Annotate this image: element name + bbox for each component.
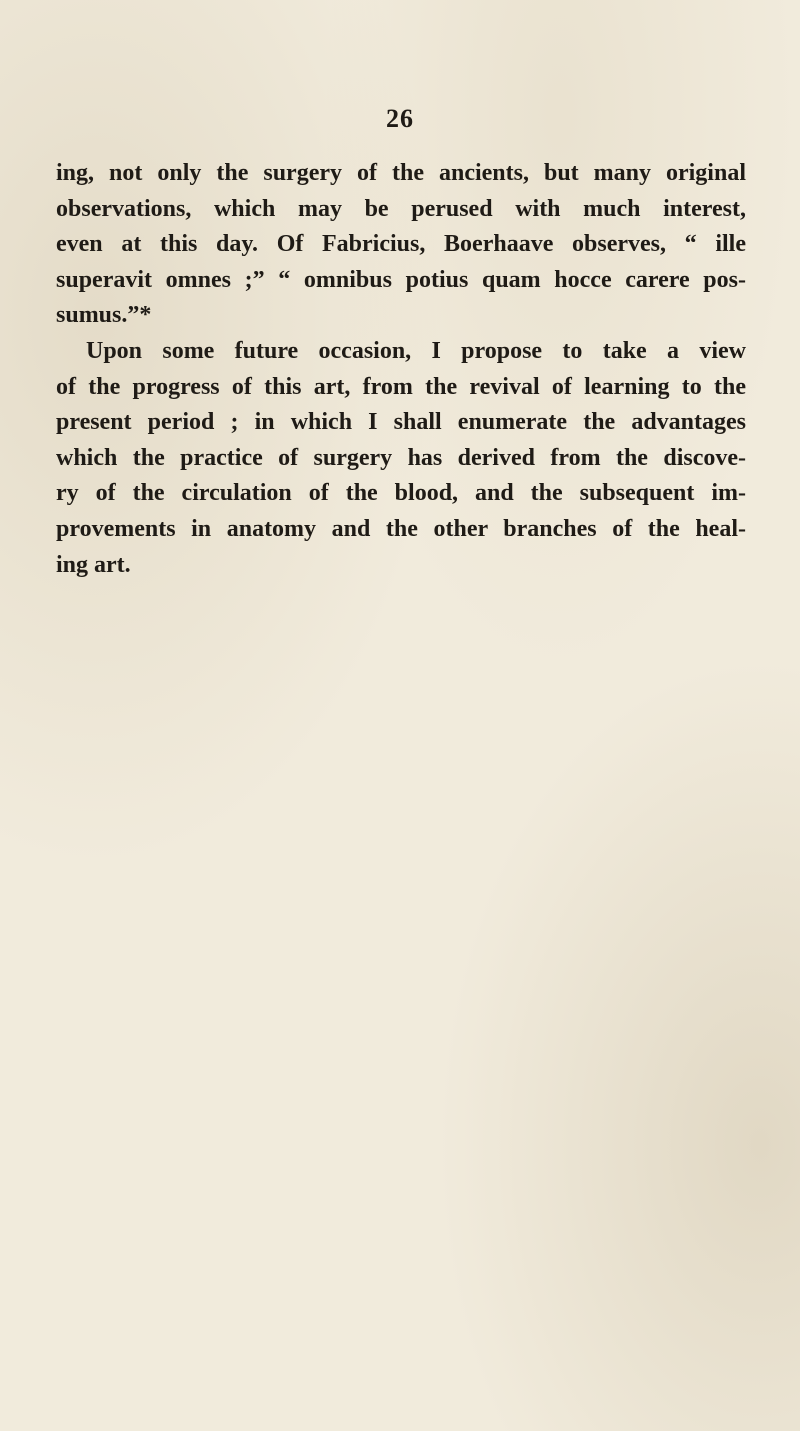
text-line: superavit omnes ;” “ omnibus potius quam hocce carere pos- [56, 266, 746, 293]
text-line: of the progress of this art, from the revival of learning to the [56, 373, 746, 400]
text-line: present period ; in which I shall enumerate the advantages [56, 409, 746, 436]
text-line: ry of the circulation of the blood, and the subsequent im- [56, 480, 746, 507]
page-number: 26 [386, 104, 414, 133]
paragraph-2 [56, 334, 746, 583]
text-line: Upon some future occasion, I propose to take a view [86, 337, 746, 364]
text-line: even at this day. Of Fabricius, Boerhaave observes, “ ille [56, 231, 746, 258]
paragraph-1 [56, 156, 746, 334]
text-line: ing art. [56, 551, 131, 578]
text-line: which the practice of surgery has derived from the discove- [56, 444, 746, 471]
text-line: sumus.”* [56, 302, 152, 329]
text-line: observations, which may be perused with much interest, [56, 195, 746, 222]
body-text [56, 156, 746, 583]
text-line: provements in anatomy and the other branches of the heal- [56, 515, 746, 542]
text-line: ing, not only the surgery of the ancients, but many original [56, 160, 746, 186]
